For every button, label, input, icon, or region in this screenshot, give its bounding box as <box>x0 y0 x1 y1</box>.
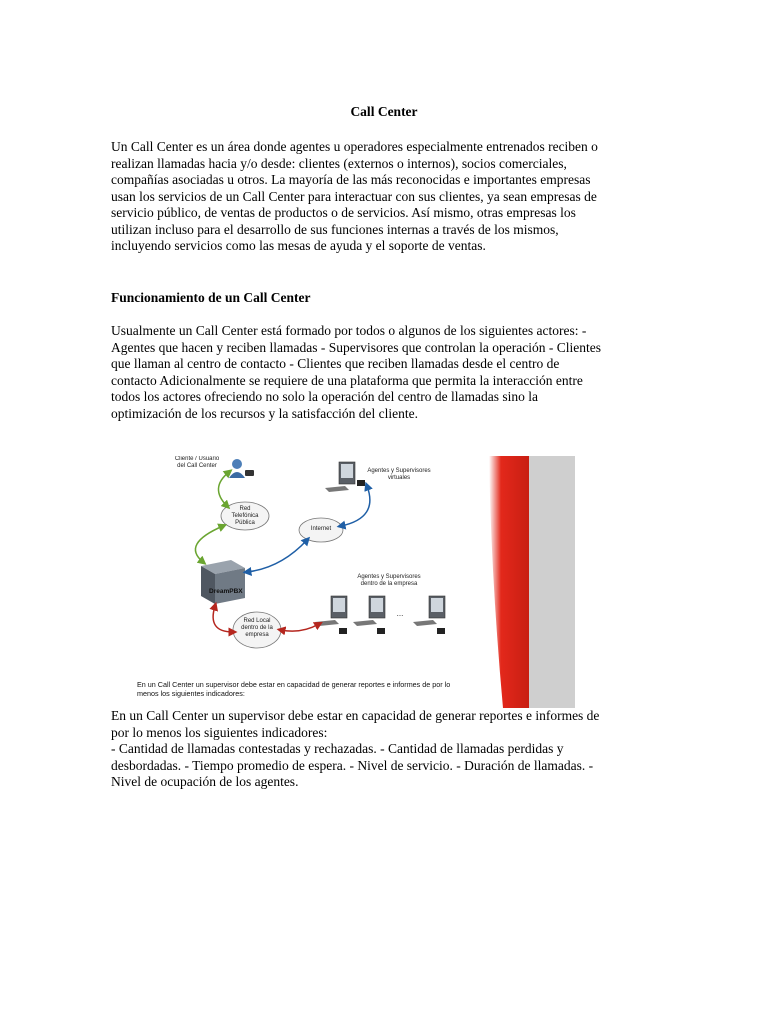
pstn-label: Red Telefónica Pública <box>231 506 259 526</box>
dreampbx-server-icon <box>201 560 245 604</box>
server-label: DreamPBX <box>209 588 243 595</box>
lan-label: Red Local dentro de la empresa <box>241 618 273 638</box>
closing-paragraph: En un Call Center un supervisor debe estar en capacidad de generar reportes e informes de por lo menos los siguientes indicadores: - Cantidad de llamadas contestadas y rechazadas. - Cantidad de llamadas perdidas y desbordadas. - Tiempo promedio de espera. - Nivel de servicio. - Duración de llamadas. - Nivel de ocupación de los agentes. <box>111 708 600 789</box>
virtual-agents-label: Agentes y Supervisores virtuales <box>367 468 431 481</box>
section-paragraph: Usualmente un Call Center está formado por todos o algunos de los siguientes actores: - Agentes que hacen y reciben llamadas - Supervisores que controlan la operación - Clientes que llaman al centro de contacto - Clientes que reciben llamadas desde el centro de contacto Adicionalmente se requiere de una plataforma que permita la interacción entre todos los actores ofreciendo no solo la operación del centro de llamadas sino la optimización de los recursos y la satisfacción del cliente. <box>111 323 601 421</box>
office-agent-computer-icon <box>315 596 347 634</box>
lan-agents-arrow <box>281 624 319 631</box>
intro-paragraph: Un Call Center es un área donde agentes u operadores especialmente entrenados reciben o realizan llamadas hacia y/o desde: clientes (externos o internos), socios comerciales, compañías asociadas u otros. La mayoría de las más reconocidas e importantes empresas usan los servicios de un Call Center para interactuar con sus clientes, ya sean empresas de servicio público, de ventas de productos o de servicios. Así mismo, otras empresas los utilizan incluso para el desarrollo de sus funciones internas a través de los mismos, incluyendo servicios como las mesas de ayuda y el soporte de ventas. <box>111 139 598 253</box>
office-agent-computer-icon <box>353 596 385 634</box>
internet-label: Internet <box>310 526 332 532</box>
client-user-icon <box>229 459 254 478</box>
client-pstn-arrow <box>218 472 229 506</box>
pstn-server-arrow <box>195 526 223 562</box>
section-heading: Funcionamiento de un Call Center <box>111 290 311 305</box>
office-agent-computer-icon <box>413 596 445 634</box>
office-agents-label: Agentes y Supervisores dentro de la empresa <box>357 574 421 587</box>
client-label: Cliente / Usuario del Call Center <box>174 456 220 469</box>
gray-side-band <box>529 456 575 708</box>
more-agents-ellipsis: ... <box>396 609 404 618</box>
server-lan-arrow <box>213 606 233 632</box>
call-center-diagram <box>131 456 575 708</box>
document-title: Call Center <box>350 104 418 119</box>
internet-server-arrow <box>247 540 307 572</box>
internet-virtual-arrow <box>341 486 370 526</box>
figure-caption: En un Call Center un supervisor debe estar en capacidad de generar reportes e informes de por lo menos los siguientes indicadores: <box>137 680 451 698</box>
red-side-band <box>489 456 529 708</box>
